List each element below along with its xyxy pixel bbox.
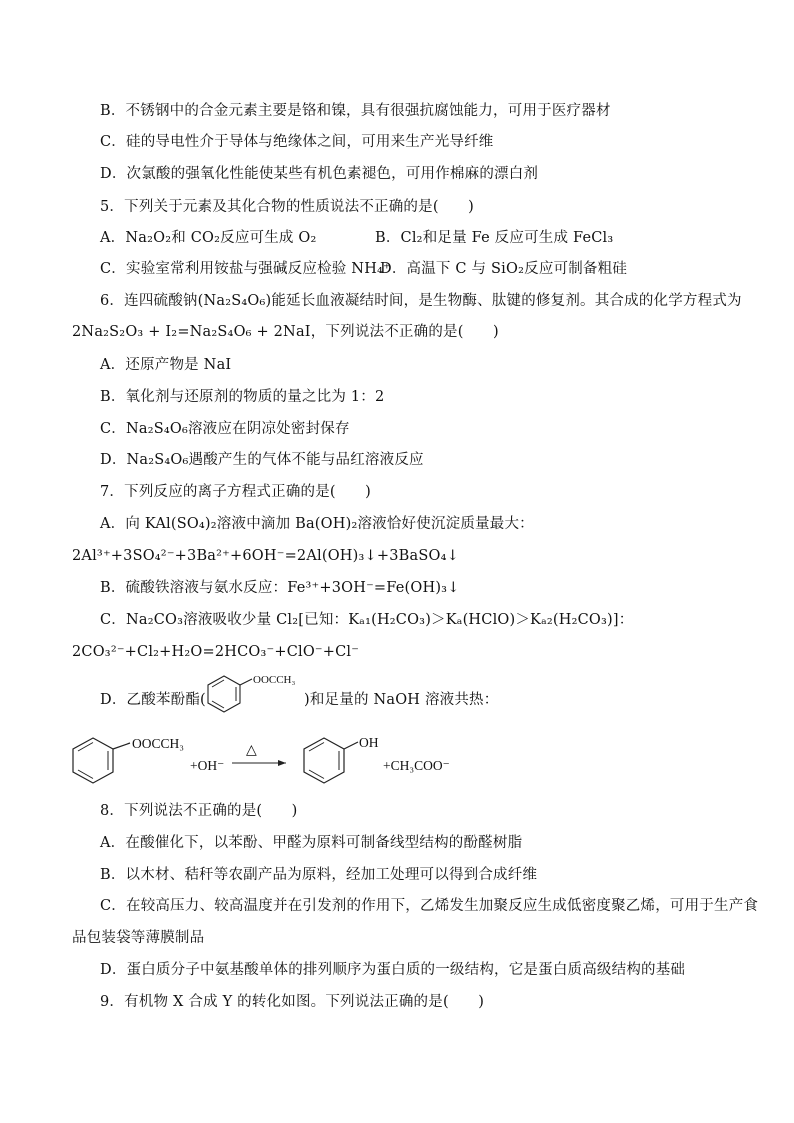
q6-stem-line1: 6．连四硫酸钠(Na₂S₄O₆)能延长血液凝结时间，是生物酶、肽键的修复剂。其合成的化学方程式为 [100,293,742,309]
q6-option-d: D．Na₂S₄O₆遇酸产生的气体不能与品红溶液反应 [100,452,424,468]
q4-option-c: C．硅的导电性介于导体与绝缘体之间，可用来生产光导纤维 [100,134,494,150]
q5-option-b: B．Cl₂和足量 Fe 反应可生成 FeCl₃ [375,230,614,246]
q4-option-b: B．不锈钢中的合金元素主要是铬和镍，具有很强抗腐蚀能力，可用于医疗器材 [100,103,611,119]
hydroxide-term: +OH⁻ [190,758,225,773]
q6-option-b: B．氧化剂与还原剂的物质的量之比为 1：2 [100,389,385,405]
q8-option-b: B．以木材、秸秆等农副产品为原料，经加工处理可以得到合成纤维 [100,867,538,883]
q5-stem: 5．下列关于元素及其化合物的性质说法不正确的是( ) [100,199,474,215]
q7-option-b: B．硫酸铁溶液与氨水反应：Fe³⁺+3OH⁻=Fe(OH)₃↓ [100,580,460,596]
q6-option-c: C．Na₂S₄O₆溶液应在阴凉处密封保存 [100,421,350,437]
arrow-head-icon [278,760,286,766]
reactant-label: OOCCH₃ [132,736,184,751]
q7-option-a: A．向 KAl(SO₄)₂溶液中滴加 Ba(OH)₂溶液恰好使沉淀质量最大： [100,516,534,532]
phenyl-acetate-structure [202,672,312,720]
q8-option-d: D．蛋白质分子中氨基酸单体的排列顺序为蛋白质的一级结构，它是蛋白质高级结构的基础 [100,962,686,978]
heat-symbol: △ [246,743,257,758]
q7-stem: 7．下列反应的离子方程式正确的是( ) [100,484,372,500]
q8-option-c-line1: C．在较高压力、较高温度并在引发剂的作用下，乙烯发生加聚反应生成低密度聚乙烯，可用于生产食 [100,898,759,914]
acetate-term: +CH₃COO⁻ [383,758,450,773]
q8-option-c-line2: 品包装袋等薄膜制品 [72,930,205,946]
q6-stem-line2: 2Na₂S₂O₃ + I₂=Na₂S₄O₆ + 2NaI，下列说法不正确的是( ) [72,324,499,340]
q5-option-a: A．Na₂O₂和 CO₂反应可生成 O₂ [100,230,317,246]
q4-option-d: D．次氯酸的强氧化性能使某些有机色素褪色，可用作棉麻的漂白剂 [100,166,539,182]
q5-option-d: D．高温下 C 与 SiO₂反应可制备粗硅 [380,261,628,277]
structure-label: OOCCH₃ [253,674,296,686]
q9-stem: 9．有机物 X 合成 Y 的转化如图。下列说法正确的是( ) [100,994,485,1010]
q7-equation-c: 2CO₃²⁻+Cl₂+H₂O=2HCO₃⁻+ClO⁻+Cl⁻ [72,644,360,660]
q6-option-a: A．还原产物是 NaI [100,357,232,373]
q8-stem: 8．下列说法不正确的是( ) [100,803,298,819]
q7-option-d-suffix: )和足量的 NaOH 溶液共热： [304,692,499,708]
q7-option-d-prefix: D．乙酸苯酚酯( [100,692,206,708]
q8-option-a: A．在酸催化下，以苯酚、甲醛为原料可制备线型结构的酚醛树脂 [100,835,523,851]
hydrolysis-reaction-scheme [66,732,486,792]
q5-option-c: C．实验室常利用铵盐与强碱反应检验 NH₄⁺ [100,261,391,277]
product-label: OH [359,735,379,750]
q7-equation-a: 2Al³⁺+3SO₄²⁻+3Ba²⁺+6OH⁻=2Al(OH)₃↓+3BaSO₄↓ [72,548,459,564]
q7-option-c: C．Na₂CO₃溶液吸收少量 Cl₂[已知：Kₐ₁(H₂CO₃)＞Kₐ(HClO)＞Kₐ₂(H₂CO₃)]： [100,612,634,628]
